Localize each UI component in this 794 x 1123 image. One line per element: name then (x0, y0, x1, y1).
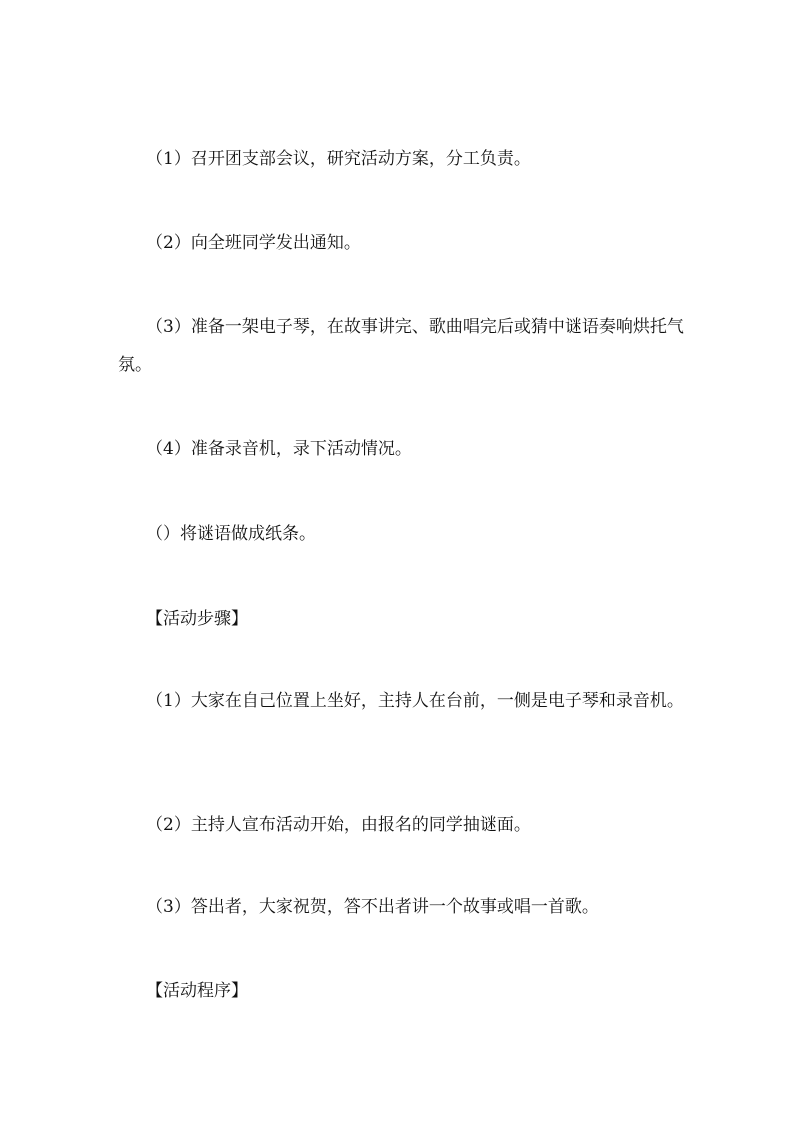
paragraph-step-3: （3）答出者，大家祝贺，答不出者讲一个故事或唱一首歌。 (146, 897, 599, 917)
paragraph-prep-1: （1）召开团支部会议，研究活动方案，分工负责。 (146, 149, 531, 169)
paragraph-prep-2: （2）向全班同学发出通知。 (146, 233, 361, 253)
section-heading-steps: 【活动步骤】 (146, 609, 248, 629)
section-heading-procedure: 【活动程序】 (146, 981, 248, 1001)
paragraph-step-2: （2）主持人宣布活动开始，由报名的同学抽谜面。 (146, 815, 531, 835)
paragraph-prep-4: （4）准备录音机，录下活动情况。 (146, 439, 412, 459)
paragraph-prep-5: （）将谜语做成纸条。 (146, 524, 316, 544)
paragraph-step-1: （1）大家在自己位置上坐好，主持人在台前，一侧是电子琴和录音机。 (146, 691, 684, 711)
paragraph-prep-3: （3）准备一架电子琴，在故事讲完、歌曲唱完后或猜中谜语奏响烘托气氛。 (118, 317, 684, 375)
